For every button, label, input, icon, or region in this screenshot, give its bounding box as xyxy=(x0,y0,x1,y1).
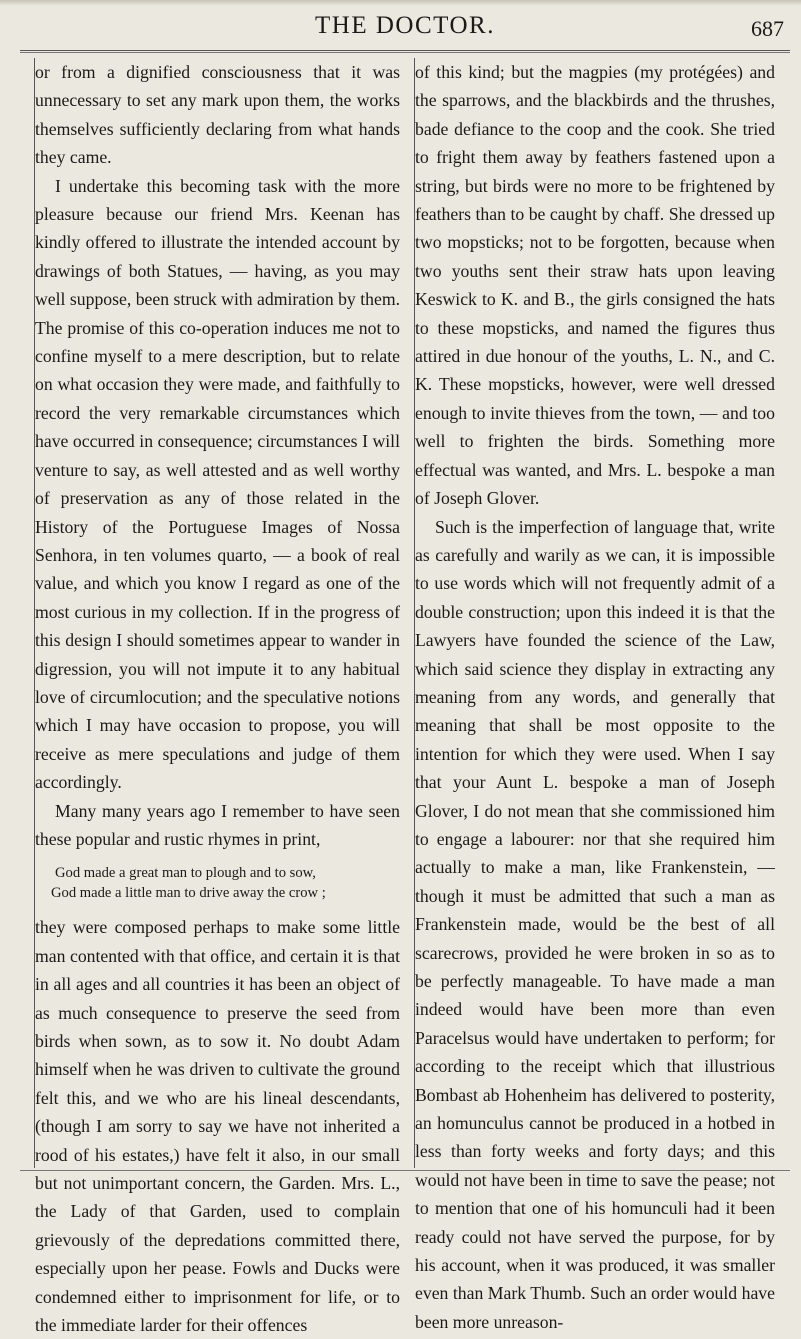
verse-quote xyxy=(51,863,400,903)
paragraph: they were composed perhaps to make some little man contented with that office, and certain it is that in all ages and all countries it has been an object of as much consequence to preserve the seed from birds when sown, as to sow it. No doubt Adam himself when he was driven to cultivate the ground felt this, and we who are his lineal descendants, (though I am sorry to say we have not inherited a rood of his estates,) have felt it also, in our small but not unimportant concern, the Garden. Mrs. L., the Lady of that Garden, used to complain grievously of the depredations committed there, especially upon her pease. Fowls and Ducks were condemned either to imprisonment for life, or to the immediate larder for their offences xyxy=(35,917,400,1336)
footer-rule xyxy=(20,1170,790,1171)
left-column xyxy=(34,58,400,1336)
right-column xyxy=(414,58,775,1332)
verse-line: God made a little man to drive away the crow ; xyxy=(51,885,326,902)
running-title: THE DOCTOR. xyxy=(315,12,495,39)
paragraph: I undertake this becoming task with the more pleasure because our friend Mrs. Keenan has kindly offered to illustrate the intended account by drawings of both Statues, — having, as you may well suppose, been struck with admiration by them. The promise of this co-operation induces me not to confine myself to a mere description, but to relate on what occasion they were made, and faithfully to record the very remarkable circumstances which have occurred in consequence; circumstances I will venture to say, as well attested and as well worthy of preservation as any of those related in the History of the Portuguese Images of Nossa Senhora, in ten volumes quarto, — a book of real value, and which you know I regard as one of the most curious in my collection. If in the progress of this design I should sometimes appear to wander in digression, you will not impute it to any habitual love of circumlocution; and the speculative notions which I may have occasion to propose, you will receive as mere speculations and judge of them accordingly. xyxy=(35,175,400,793)
page-number: 687 xyxy=(751,16,784,41)
verse-line: God made a great man to plough and to sow, xyxy=(55,865,316,882)
paragraph: of this kind; but the magpies (my protégées) and the sparrows, and the blackbirds and the thrushes, bade defiance to the coop and the cook. She tried to fright them away by feathers fastened upon a string, but birds were no more to be frightened by feathers than to be caught by chaff. She dressed up two mopsticks; not to be forgotten, because when two youths sent their straw hats upon leaving Keswick to K. and B., the girls consigned the hats to these mopsticks, and named the figures thus attired in due honour of the youths, L. N., and C. K. These mopsticks, however, were well dressed enough to invite thieves from the town, — and too well to frighten the birds. Something more effectual was wanted, and Mrs. L. bespoke a man of Joseph Glover. xyxy=(415,62,775,509)
paragraph: or from a dignified consciousness that it was unnecessary to set any mark upon them, the works themselves sufficiently declaring from what hands they came. xyxy=(35,62,400,168)
header-rule xyxy=(20,52,790,53)
paragraph: Many many years ago I remember to have seen these popular and rustic rhymes in print, xyxy=(35,800,400,849)
running-header xyxy=(20,6,790,51)
paragraph: Such is the imperfection of language that, write as carefully and warily as we can, it is impossible to use words which will not frequently admit of a double construction; upon this indeed it is that the Lawyers have founded the science of the Law, which said science they display in extracting any meaning from any words, and generally that meaning that shall be most opposite to the intention for which they were used. When I say that your Aunt L. bespoke a man of Joseph Glover, I do not mean that she commissioned him to engage a labourer: nor that she required him actually to make a man, like Frankenstein, — though it must be admitted that such a man as Frankenstein made, would be the best of all scarecrows, provided he were broken in so as to be perfectly manageable. To have made a man indeed would have been more than even Paracelsus would have undertaken to perform; for according to the receipt which that illustrious Bombast ab Hohenheim has delivered to posterity, an homunculus cannot be produced in a hotbed in less than forty weeks and forty days; and this would not have been in time to save the pease; not to mention that one of his homunculi had it been ready could not have served the purpose, for by his account, when it was produced, it was smaller even than Mark Thumb. Such an order would have been more unreason- xyxy=(415,516,775,1332)
